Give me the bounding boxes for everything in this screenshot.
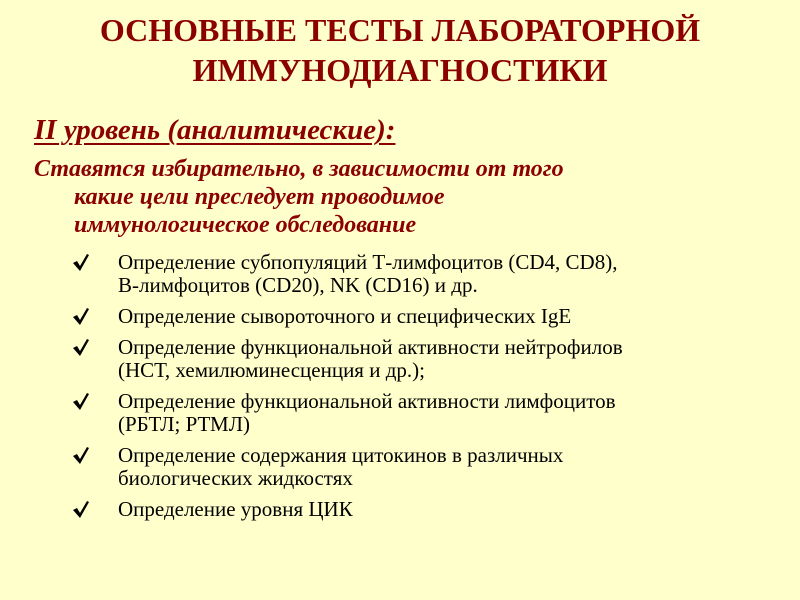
list-item: [72, 444, 782, 490]
slide-title-line-1: ОСНОВНЫЕ ТЕСТЫ ЛАБОРАТОРНОЙ: [99, 12, 701, 48]
list-item-line-2: В-лимфоцитов (CD20), NK (CD16) и др.: [118, 273, 478, 297]
intro-line-2: какие цели преследует проводимое: [74, 184, 445, 210]
list-item-line-2: (НСТ, хемилюминесценция и др.);: [118, 358, 425, 382]
intro-text: [34, 155, 764, 239]
list-item: [72, 390, 782, 436]
list-item-line-2: биологических жидкостях: [118, 466, 353, 490]
list-item: [72, 251, 782, 297]
checkmark-icon: [72, 444, 90, 466]
checkmark-icon: [72, 251, 90, 273]
list-item-line-1: Определение субпопуляций Т-лимфоцитов (CD4, CD8),: [118, 250, 618, 274]
intro-line-1: Ставятся избирательно, в зависимости от того: [34, 156, 564, 182]
checkmark-icon: [72, 498, 90, 520]
list-item-line-1: Определение функциональной активности лимфоцитов: [118, 389, 616, 413]
level-heading: II уровень (аналитические):: [34, 114, 396, 146]
slide-title: [40, 10, 760, 90]
list-item-line-1: Определение сывороточного и специфических IgE: [118, 304, 572, 328]
list-item: [72, 498, 782, 521]
list-item: [72, 336, 782, 382]
slide-title-line-2: ИММУНОДИАГНОСТИКИ: [192, 52, 608, 88]
tests-list: [72, 251, 782, 529]
list-item-line-1: Определение функциональной активности нейтрофилов: [118, 335, 623, 359]
list-item-line-1: Определение содержания цитокинов в различных: [118, 443, 564, 467]
checkmark-icon: [72, 336, 90, 358]
checkmark-icon: [72, 390, 90, 412]
checkmark-icon: [72, 305, 90, 327]
list-item-line-1: Определение уровня ЦИК: [118, 497, 353, 521]
list-item-line-2: (РБТЛ; РТМЛ): [118, 412, 250, 436]
intro-line-3: иммунологическое обследование: [74, 212, 417, 238]
list-item: [72, 305, 782, 328]
